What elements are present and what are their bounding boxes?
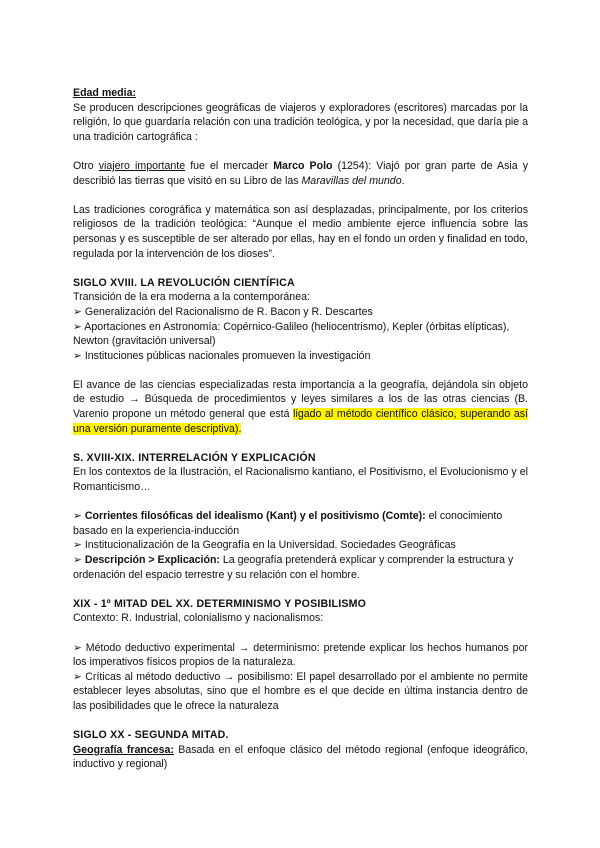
bullet-arrow-icon: ➢ <box>73 539 82 552</box>
underlined-bold-label: Geografía francesa: <box>73 743 174 756</box>
bullet-text: Críticas al método deductivo → posibilismo: El papel desarrollado por el ambiente no permite establecer leyes absolutas, sino que el hombre es el que decide en última instancia dentro de las posibilidades que le ofrece la naturaleza <box>73 670 528 712</box>
text-span: (1254): Viajó por gran parte de Asia y describió las tierras que visitó en su Libro de las <box>73 159 529 187</box>
intro-xix-xx: Contexto: R. Industrial, colonialismo y nacionalismos: <box>73 612 324 625</box>
paragraph-edad-media-2 <box>73 159 528 188</box>
bullet-arrow-icon: ➢ <box>73 349 82 362</box>
section-title-siglo-xx: SIGLO XX - SEGUNDA MITAD. <box>73 729 229 742</box>
text-span: Otro <box>73 159 99 172</box>
text-span: Basada en el enfoque clásico del método regional (enfoque ideográfico, inductivo y regional) <box>73 743 528 771</box>
bullet-arrow-icon: ➢ <box>73 554 82 566</box>
text-span: fue el mercader <box>185 159 274 172</box>
section-title-xix-xx: XIX - 1º MITAD DEL XX. DETERMINISMO Y POSIBILISMO <box>73 597 367 610</box>
bullet-bold-text: Descripción > Explicación: <box>84 554 220 566</box>
bullet-text: Institucionalización de la Geografía en la Universidad. Sociedades Geográficas <box>84 539 456 552</box>
section-siglo-xviii <box>73 276 528 437</box>
bullet-text: Método deductivo experimental → determinismo: pretende explicar los hechos humanos por los imperativos físicos propios de la naturaleza. <box>73 641 528 669</box>
bullet-bold-text: Corrientes filosóficas del idealismo (Kant) y el positivismo (Comte): <box>84 510 426 523</box>
bullet-text: La geografía pretenderá explicar y comprender la estructura y ordenación del espacio terrestre y su relación con el hombre. <box>73 554 514 581</box>
paragraph-siglo-xviii <box>73 378 528 436</box>
section-siglo-xx <box>73 728 528 772</box>
section-edad-media <box>73 86 528 261</box>
paragraph-siglo-xx <box>73 743 528 772</box>
bullet-item <box>73 553 528 582</box>
bullet-text: Instituciones públicas nacionales promueven la investigación <box>84 349 371 362</box>
bullet-item <box>73 538 528 553</box>
underlined-term: viajero importante <box>98 159 186 172</box>
bullet-arrow-icon: ➢ <box>73 510 82 523</box>
bullet-text: Aportaciones en Astronomía: Copérnico-Galileo (heliocentrismo), Kepler (órbitas elípticas), Newton (gravitación universal) <box>73 320 510 348</box>
intro-siglo-xviii: Transición de la era moderna a la contemporánea: <box>73 291 310 304</box>
bullet-item <box>73 305 528 320</box>
bullet-item <box>73 641 528 670</box>
bullet-text: Generalización del Racionalismo de R. Bacon y R. Descartes <box>84 305 373 318</box>
bullet-item <box>73 349 528 364</box>
section-title-siglo-xviii: SIGLO XVIII. LA REVOLUCIÓN CIENTÍFICA <box>73 276 295 289</box>
bullet-arrow-icon: ➢ <box>73 320 82 333</box>
bullet-arrow-icon: ➢ <box>73 641 82 654</box>
bullet-arrow-icon: ➢ <box>73 670 82 683</box>
text-span: . <box>401 174 405 187</box>
bullet-arrow-icon: ➢ <box>73 305 82 318</box>
bullet-item <box>73 509 528 538</box>
bullet-text: el conocimiento basado en la experiencia-inducción <box>73 510 503 537</box>
section-xix-xx <box>73 597 528 714</box>
bullet-item <box>73 670 528 714</box>
intro-s-xviii-xix: En los contextos de la Ilustración, el Racionalismo kantiano, el Positivismo, el Evolucionismo y el Romanticismo… <box>73 466 528 494</box>
italic-book-title: Maravillas del mundo <box>301 174 402 187</box>
highlighted-text: ligado al método científico clásico, superando así una versión puramente descriptiva). <box>73 408 529 435</box>
paragraph-edad-media-3: Las tradiciones corográfica y matemática son así desplazadas, principalmente, por los criterios religiosos de la tradición teológica: “Aunque el medio ambiente ejerce influencia sobre las personas y es susceptible de ser alterado por ellas, hay en el fondo un orden y finalidad en todo, regulada por la intervención de los dioses”. <box>73 203 528 260</box>
section-s-xviii-xix <box>73 451 528 582</box>
section-title-s-xviii-xix: S. XVIII-XIX. INTERRELACIÓN Y EXPLICACIÓN <box>73 451 316 464</box>
section-title-edad-media: Edad media: <box>73 87 136 99</box>
text-span: El avance de las ciencias especializadas resta importancia a la geografía, dejándola sin objeto de estudio → Búsqueda de procedimientos y leyes similares a los de las otras ciencias (B. Varenio propone un método general que está <box>73 378 528 421</box>
bold-term-marco-polo: Marco Polo <box>273 159 333 172</box>
bullet-item <box>73 320 528 349</box>
paragraph-edad-media-1: Se producen descripciones geográficas de viajeros y exploradores (escritores) marcadas por la religión, lo que guardaría relación con una tradición teológica, y por la necesidad, que daría pie a una tradición cartográfica : <box>73 101 528 143</box>
